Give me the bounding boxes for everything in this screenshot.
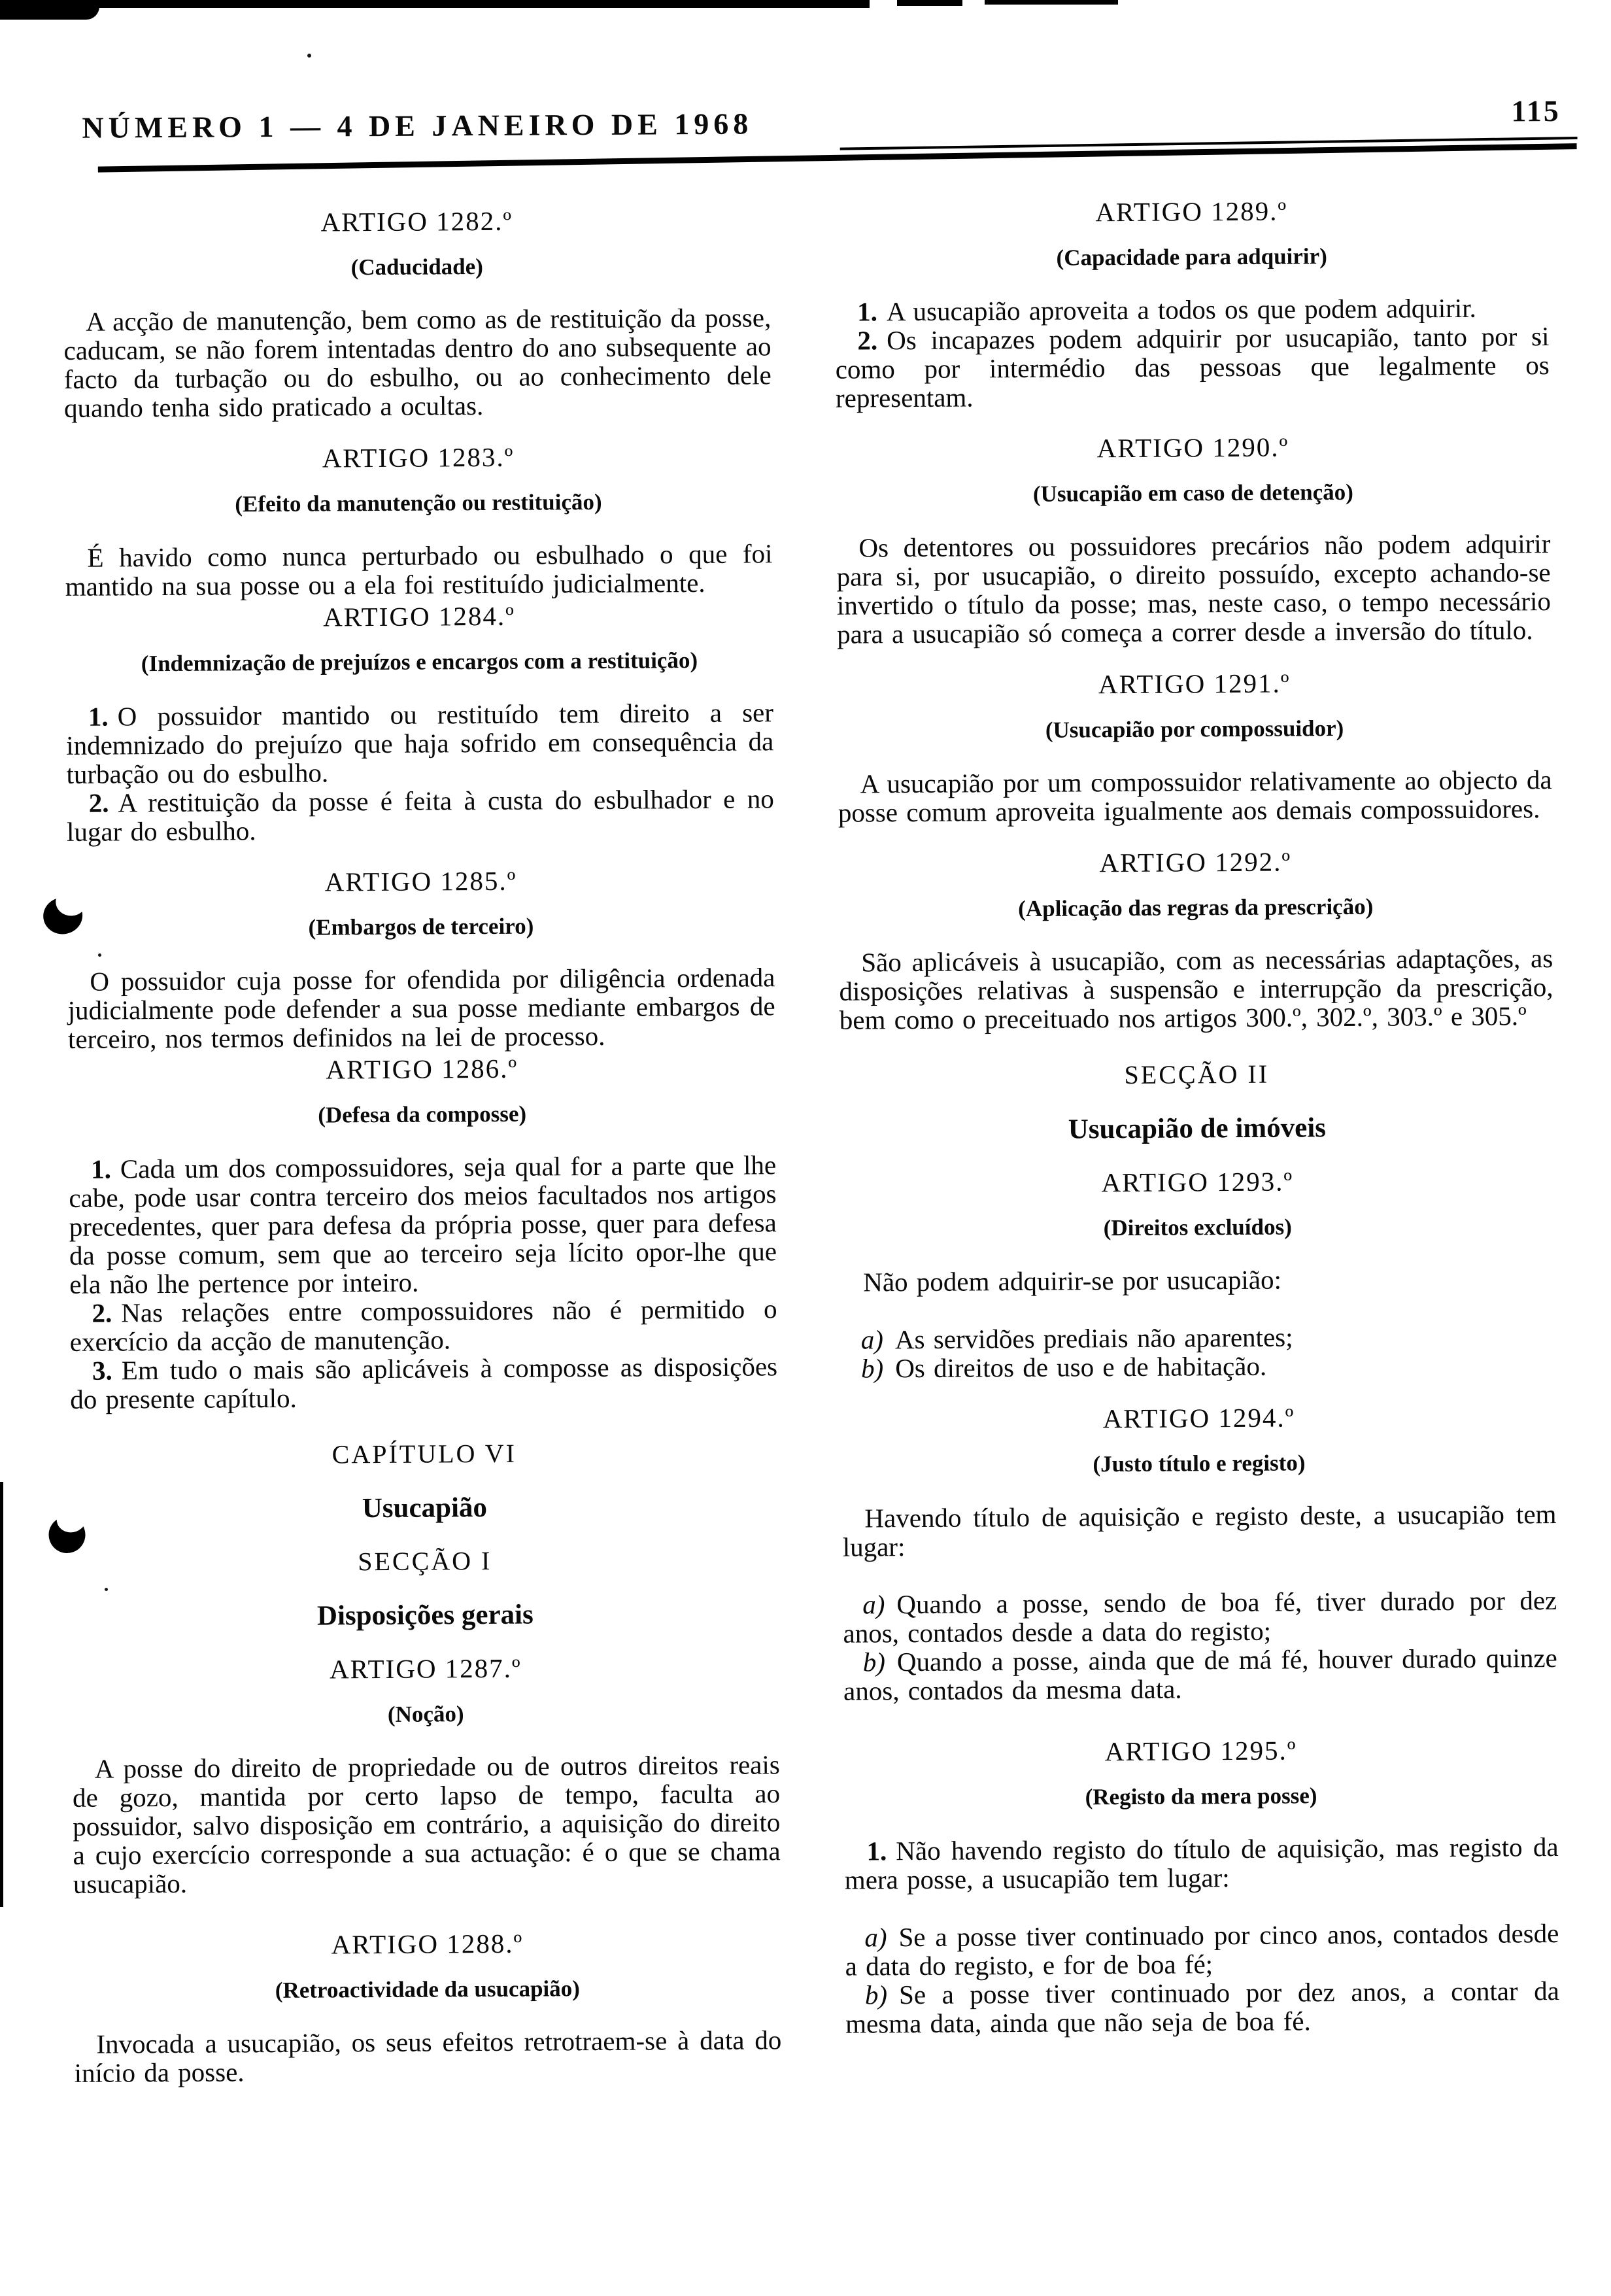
scan-artifact-left-edge-line bbox=[0, 1482, 3, 1907]
paragraph-number: 2. bbox=[92, 1297, 112, 1328]
article-heading: ARTIGO 1295.º bbox=[1104, 1735, 1297, 1767]
page-number: 115 bbox=[1511, 94, 1561, 128]
article-paragraph bbox=[66, 698, 774, 789]
item-text: Quando a posse, ainda que de má fé, houver durado quinze anos, contados da mesma data. bbox=[843, 1643, 1557, 1706]
article-1293 bbox=[840, 1165, 1555, 1383]
article-subtitle: (Caducidade) bbox=[350, 254, 484, 281]
paragraph-text: Os incapazes podem adquirir por usucapião, tanto por si como por intermédio das pessoas que legalmente os representam. bbox=[835, 321, 1550, 413]
section-title: Disposições gerais bbox=[316, 1599, 534, 1632]
paragraph-number: 1. bbox=[866, 1836, 887, 1866]
article-paragraph bbox=[835, 322, 1550, 413]
list-item bbox=[841, 1321, 1555, 1354]
paragraph-number: 1. bbox=[857, 296, 878, 327]
paragraph-text: A usucapião por um compossuidor relativamente ao objecto da posse comum aproveita igualmente aos demais compossuidores. bbox=[838, 764, 1552, 828]
paragraph-text: Não havendo registo do título de aquisição, mas registo da mera posse, a usucapião tem lugar: bbox=[844, 1832, 1559, 1895]
item-text: Os direitos de uso e de habitação. bbox=[895, 1350, 1267, 1384]
article-heading: ARTIGO 1287.º bbox=[329, 1653, 522, 1685]
paragraph-text: É havido como nunca perturbado ou esbulhado o que foi mantido na sua posse ou a ela foi restituído judicialmente. bbox=[65, 538, 773, 602]
article-paragraph bbox=[70, 1352, 778, 1414]
article-1284 bbox=[65, 599, 774, 846]
paragraph-number: 2. bbox=[88, 787, 109, 818]
article-heading: ARTIGO 1290.º bbox=[1096, 432, 1289, 464]
paragraph-text: Havendo título de aquisição e registo deste, a usucapião tem lugar: bbox=[842, 1499, 1557, 1562]
paragraph-text: Não podem adquirir-se por usucapião: bbox=[863, 1264, 1282, 1297]
article-1295 bbox=[844, 1734, 1560, 2038]
paragraph-text: Invocada a usucapião, os seus efeitos retrotraem-se à data do início da posse. bbox=[74, 2025, 782, 2088]
paragraph-text: Cada um dos compossuidores, seja qual for a parte que lhe cabe, pode usar contra terceiro dos meios facultados nos artigos precedentes, quer para defesa da própria posse, quer para defesa da posse comum, sem que ao terceiro seja lícito opor-lhe que ela não lhe pertence por inteiro. bbox=[69, 1150, 777, 1299]
article-subtitle: (Embargos de terceiro) bbox=[308, 913, 534, 940]
article-1291 bbox=[838, 666, 1552, 827]
item-letter: b) bbox=[862, 1647, 886, 1677]
article-1286 bbox=[68, 1052, 777, 1414]
list-item bbox=[845, 1976, 1560, 2038]
article-heading: ARTIGO 1286.º bbox=[326, 1053, 518, 1085]
article-subtitle: (Retroactividade da usucapião) bbox=[275, 1976, 580, 2004]
article-subtitle: (Justo título e registo) bbox=[1093, 1450, 1306, 1477]
article-subtitle: (Usucapião em caso de detenção) bbox=[1032, 479, 1353, 507]
right-column bbox=[834, 190, 1559, 2038]
article-paragraph bbox=[844, 1832, 1559, 1894]
left-column bbox=[63, 195, 782, 2087]
list-item bbox=[845, 1919, 1559, 1981]
section-kicker: SECÇÃO I bbox=[358, 1545, 492, 1577]
article-heading: ARTIGO 1292.º bbox=[1099, 846, 1292, 878]
article-1282 bbox=[63, 204, 772, 422]
paragraph-text: O possuidor cuja posse for ofendida por diligência ordenada judicialmente pode defender a sua posse mediante embargos de terceiro, nos termos definidos na lei de processo. bbox=[67, 962, 775, 1054]
chapter-title: Usucapião bbox=[362, 1492, 488, 1524]
paragraph-number: 2. bbox=[857, 325, 878, 356]
paragraph-text: Os detentores ou possuidores precários não podem adquirir para si, por usucapião, o direito possuído, excepto achando-se invertido o título da posse; mas, neste caso, o tempo necessário para a usucapião só começa a correr desde a inversão do título. bbox=[836, 528, 1552, 649]
article-1288 bbox=[73, 1927, 781, 2087]
article-1294 bbox=[841, 1401, 1557, 1705]
paragraph-number: 1. bbox=[91, 1154, 112, 1184]
article-heading: ARTIGO 1285.º bbox=[324, 865, 517, 897]
article-1289 bbox=[834, 194, 1550, 413]
item-letter: a) bbox=[864, 1922, 887, 1953]
article-paragraph bbox=[838, 765, 1552, 827]
item-text: Quando a posse, sendo de boa fé, tiver durado por dez anos, contados desde a data do registo; bbox=[843, 1585, 1557, 1649]
item-letter: b) bbox=[864, 1979, 888, 2010]
paragraph-text: Nas relações entre compossuidores não é permitido o exercício da acção de manutenção. bbox=[69, 1294, 777, 1357]
paragraph-number: 1. bbox=[88, 701, 109, 732]
article-1283 bbox=[64, 440, 772, 601]
paragraph-text: A restituição da posse é feita à custa do esbulhador e no lugar do esbulho. bbox=[66, 783, 774, 847]
paragraph-text: Em tudo o mais são aplicáveis à composse as disposições do presente capítulo. bbox=[70, 1351, 778, 1414]
article-heading: ARTIGO 1294.º bbox=[1102, 1402, 1295, 1434]
item-text: Se a posse tiver continuado por cinco anos, contados desde a data do registo, e for de boa fé; bbox=[845, 1918, 1559, 1981]
article-paragraph bbox=[842, 1499, 1557, 1562]
article-subtitle: (Capacidade para adquirir) bbox=[1056, 243, 1327, 271]
article-paragraph bbox=[65, 539, 773, 601]
item-letter: a) bbox=[862, 1589, 885, 1620]
article-paragraph bbox=[836, 529, 1551, 649]
item-text: Se a posse tiver continuado por dez anos, a contar da mesma data, ainda que não seja de boa fé. bbox=[845, 1976, 1560, 2039]
article-subtitle: (Registo da mera posse) bbox=[1085, 1783, 1317, 1810]
article-paragraph bbox=[69, 1150, 777, 1299]
article-paragraph bbox=[839, 944, 1553, 1035]
article-heading: ARTIGO 1293.º bbox=[1101, 1166, 1294, 1198]
article-1285 bbox=[67, 864, 775, 1054]
article-paragraph bbox=[67, 784, 775, 846]
paragraph-text: A acção de manutenção, bem como as de restituição da posse, caducam, se não forem intentadas dentro do ano subsequente ao facto da turbação ou do esbulho, ou ao conhecimento dele quando tenha sido praticado a ocultas. bbox=[63, 302, 772, 423]
paragraph-text: São aplicáveis à usucapião, com as necessárias adaptações, as disposições relativas à suspensão e interrupção da prescrição, bem como o preceituado nos artigos 300.º, 302.º, 303.º e 305.º bbox=[839, 943, 1553, 1035]
article-paragraph bbox=[63, 303, 772, 422]
header-rule bbox=[98, 143, 1577, 173]
item-letter: a) bbox=[860, 1324, 884, 1355]
list-item bbox=[843, 1643, 1558, 1705]
article-heading: ARTIGO 1282.º bbox=[320, 205, 513, 237]
paragraph-text: O possuidor mantido ou restituído tem direito a ser indemnizado do prejuízo que haja sofrido em consequência da turbação ou do esbulho. bbox=[66, 697, 774, 789]
article-heading: ARTIGO 1291.º bbox=[1098, 668, 1291, 700]
article-1290 bbox=[836, 430, 1551, 649]
issue-title: NÚMERO 1 — 4 DE JANEIRO DE 1968 bbox=[82, 107, 753, 145]
article-subtitle: (Defesa da composse) bbox=[318, 1101, 527, 1128]
article-subtitle: (Indemnização de prejuízos e encargos com a restituição) bbox=[141, 647, 698, 677]
list-item bbox=[841, 1350, 1555, 1383]
article-heading: ARTIGO 1289.º bbox=[1095, 196, 1288, 228]
article-subtitle: (Direitos excluídos) bbox=[1103, 1214, 1292, 1241]
item-text: As servidões prediais não aparentes; bbox=[894, 1322, 1293, 1355]
article-subtitle: (Noção) bbox=[387, 1701, 464, 1727]
article-1287 bbox=[72, 1651, 781, 1898]
paragraph-text: A usucapião aproveita a todos os que podem adquirir. bbox=[886, 292, 1476, 327]
paragraph-text: A posse do direito de propriedade ou de outros direitos reais de gozo, mantida por certo lapso de tempo, faculta ao possuidor, salvo disposição em contrário, a aquisição do direito a cujo exercício corresponde a sua actuação: é o que se chama usucapião. bbox=[72, 1749, 781, 1899]
article-1292 bbox=[838, 845, 1553, 1035]
article-paragraph bbox=[73, 1750, 781, 1898]
chapter-kicker: CAPÍTULO VI bbox=[331, 1438, 517, 1469]
article-subtitle: (Aplicação das regras da prescrição) bbox=[1018, 893, 1374, 922]
article-paragraph bbox=[69, 1294, 777, 1356]
article-subtitle: (Efeito da manutenção ou restituição) bbox=[235, 488, 602, 517]
article-paragraph bbox=[74, 2025, 782, 2087]
list-item bbox=[843, 1586, 1557, 1648]
article-paragraph bbox=[67, 963, 775, 1054]
chapter-6-heading-block bbox=[71, 1437, 779, 1634]
section-kicker: SECÇÃO II bbox=[1124, 1059, 1270, 1090]
article-subtitle: (Usucapião por compossuidor) bbox=[1045, 715, 1344, 743]
article-paragraph bbox=[841, 1263, 1555, 1297]
article-heading: ARTIGO 1283.º bbox=[322, 441, 515, 473]
section-title: Usucapião de imóveis bbox=[1068, 1112, 1327, 1145]
article-heading: ARTIGO 1288.º bbox=[331, 1928, 524, 1960]
item-letter: b) bbox=[860, 1353, 884, 1384]
paragraph-number: 3. bbox=[92, 1355, 112, 1386]
section-2-heading-block bbox=[839, 1057, 1554, 1147]
article-heading: ARTIGO 1284.º bbox=[323, 600, 515, 632]
